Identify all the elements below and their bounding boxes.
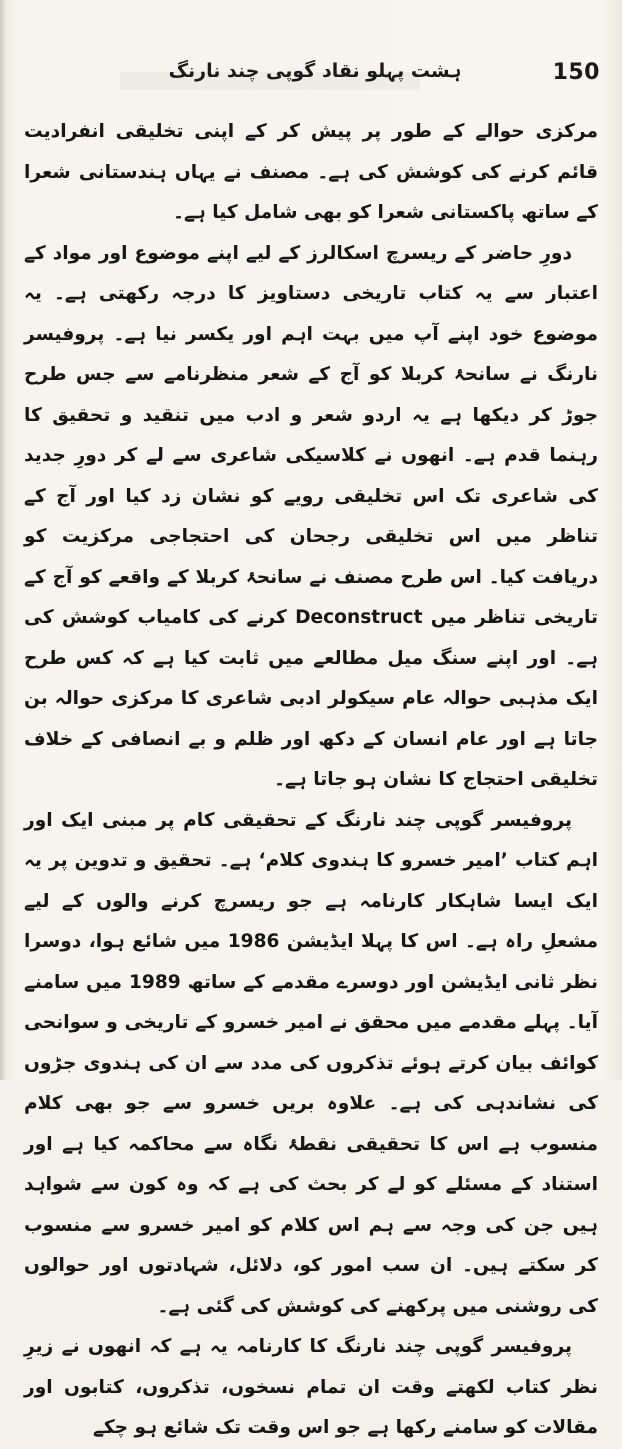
running-title: ہشت پہلو نقاد گوپی چند نارنگ: [168, 60, 462, 82]
paragraph-2: دورِ حاضر کے ریسرچ اسکالرز کے لیے اپنے موضوع اور مواد کے اعتبار سے یہ کتاب تاریخی دستاویز کا درجہ رکھتی ہے۔ یہ موضوع خود اپنے آپ میں بہت اہم اور یکسر نیا ہے۔ پروفیسر نارنگ نے سانحۂ کربلا کو آج کے شعر منظرنامے سے جس طرح جوڑ کر دیکھا ہے یہ اردو شعر و ادب میں تنقید و تحقیق کا رہنما قدم ہے۔ انھوں نے کلاسیکی شاعری سے لے کر دورِ جدید کی شاعری تک اس تخلیقی رویے کو نشان زد کیا اور آج کے تناظر میں اس تخلیقی رجحان کی احتجاجی مرکزیت کو دریافت کیا۔ اس طرح مصنف نے سانحۂ کربلا کے واقعے کو آج کے تاریخی تناظر میں Deconstruct کرنے کی کامیاب کوشش کی ہے۔ اور اپنے سنگ میل مطالعے میں ثابت کیا ہے کہ کس طرح ایک مذہبی حوالہ عام سیکولر ادبی شاعری کا مرکزی حوالہ بن جاتا ہے اور عام انسان کے دکھ اور ظلم و بے انصافی کے خلاف تخلیقی احتجاج کا نشان ہو جاتا ہے۔: [24, 242, 598, 790]
paragraph-3: پروفیسر گوپی چند نارنگ کے تحقیقی کام پر مبنی ایک اور اہم کتاب ’امیر خسرو کا ہندوی کلام‘ ہے۔ تحقیق و تدوین پر یہ ایک ایسا شاہکار کارنامہ ہے جو ریسرچ کرنے والوں کے لیے مشعلِ راہ ہے۔ اس کا پہلا ایڈیشن 1986 میں شائع ہوا، دوسرا نظر ثانی ایڈیشن اور دوسرے مقدمے کے ساتھ 1989 میں سامنے آیا۔ پہلے مقدمے میں محقق نے امیر خسرو کے تاریخی و سوانحی کوائف بیان کرتے ہوئے تذکروں کی مدد سے ان کی ہندوی جڑوں کی نشاندہی کی ہے۔ علاوہ بریں خسرو سے جو بھی کلام منسوب ہے اس کا تحقیقی نقطۂ نگاہ سے محاکمہ کیا ہے اور استناد کے مسئلے کو لے کر بحث کی ہے کہ وہ کون سے شواہد ہیں جن کی وجہ سے ہم اس کلام کو امیر خسرو سے منسوب کر سکتے ہیں۔ ان سب امور کو، دلائل، شہادتوں اور حوالوں کی روشنی میں پرکھنے کی کوشش کی گئی ہے۔: [24, 809, 599, 1317]
paragraph-1: مرکزی حوالے کے طور پر پیش کر کے اپنی تخلیقی انفرادیت قائم کرنے کی کوشش کی ہے۔ مصنف نے یہاں ہندستانی شعرا کے ساتھ پاکستانی شعرا کو بھی شامل کیا ہے۔: [24, 121, 598, 223]
scan-edge-shadow: [0, 0, 6, 1080]
page-number: 150: [552, 60, 600, 85]
paragraph-4: پروفیسر گوپی چند نارنگ کا کارنامہ یہ ہے کہ انھوں نے زیرِ نظر کتاب لکھتے وقت ان تمام نسخوں، تذکروں، کتابوں اور مقالات کو سامنے رکھا ہے جو اس وقت تک شائع ہو چکے: [24, 1336, 598, 1438]
page-header: [30, 58, 600, 90]
body-text: [24, 112, 598, 1449]
